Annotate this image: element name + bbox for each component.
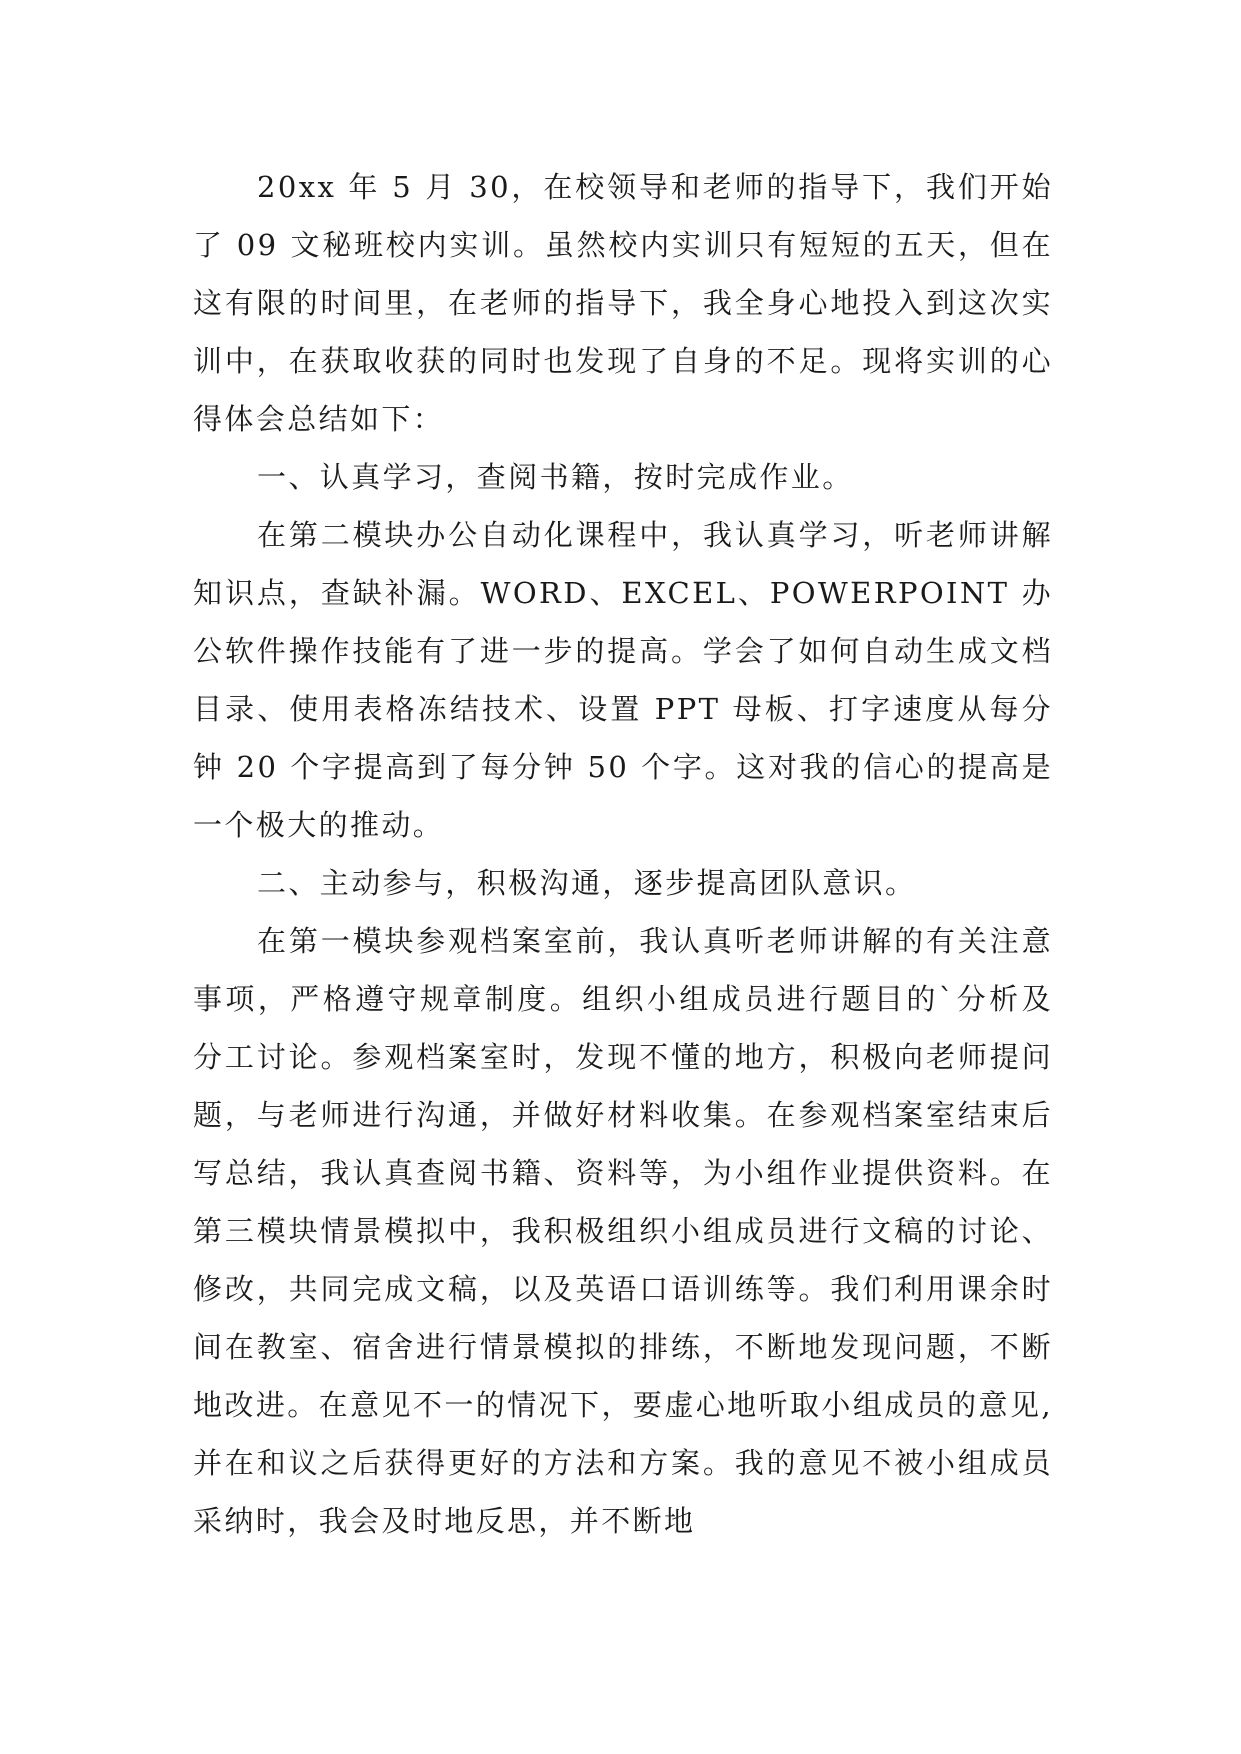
section-heading-1: 一、认真学习，查阅书籍，按时完成作业。 <box>257 460 854 494</box>
section-heading-2: 二、主动参与，积极沟通，逐步提高团队意识。 <box>257 866 917 900</box>
intro-paragraph: 20xx 年 5 月 30，在校领导和老师的指导下，我们开始了 09 文秘班校内实训。虽然校内实训只有短短的五天，但在这有限的时间里，在老师的指导下，我全身心地投入到这次实训中，在获取收获的同时也发现了自身的不足。现将实训的心得体会总结如下： <box>193 170 1053 436</box>
section-paragraph-2: 在第一模块参观档案室前，我认真听老师讲解的有关注意事项，严格遵守规章制度。组织小组成员进行题目的`分析及分工讨论。参观档案室时，发现不懂的地方，积极向老师提问题，与老师进行沟通，并做好材料收集。在参观档案室结束后写总结，我认真查阅书籍、资料等，为小组作业提供资料。在第三模块情景模拟中，我积极组织小组成员进行文稿的讨论、修改，共同完成文稿，以及英语口语训练等。我们利用课余时间在教室、宿舍进行情景模拟的排练，不断地发现问题，不断地改进。在意见不一的情况下，要虚心地听取小组成员的意见,并在和议之后获得更好的方法和方案。我的意见不被小组成员采纳时，我会及时地反思，并不断地 <box>193 924 1053 1538</box>
document-body <box>193 158 1053 1550</box>
section-paragraph-1: 在第二模块办公自动化课程中，我认真学习，听老师讲解知识点，查缺补漏。WORD、EXCEL、POWERPOINT 办公软件操作技能有了进一步的提高。学会了如何自动生成文档目录、使用表格冻结技术、设置 PPT 母板、打字速度从每分钟 20 个字提高到了每分钟 50 个字。这对我的信心的提高是一个极大的推动。 <box>193 518 1053 842</box>
